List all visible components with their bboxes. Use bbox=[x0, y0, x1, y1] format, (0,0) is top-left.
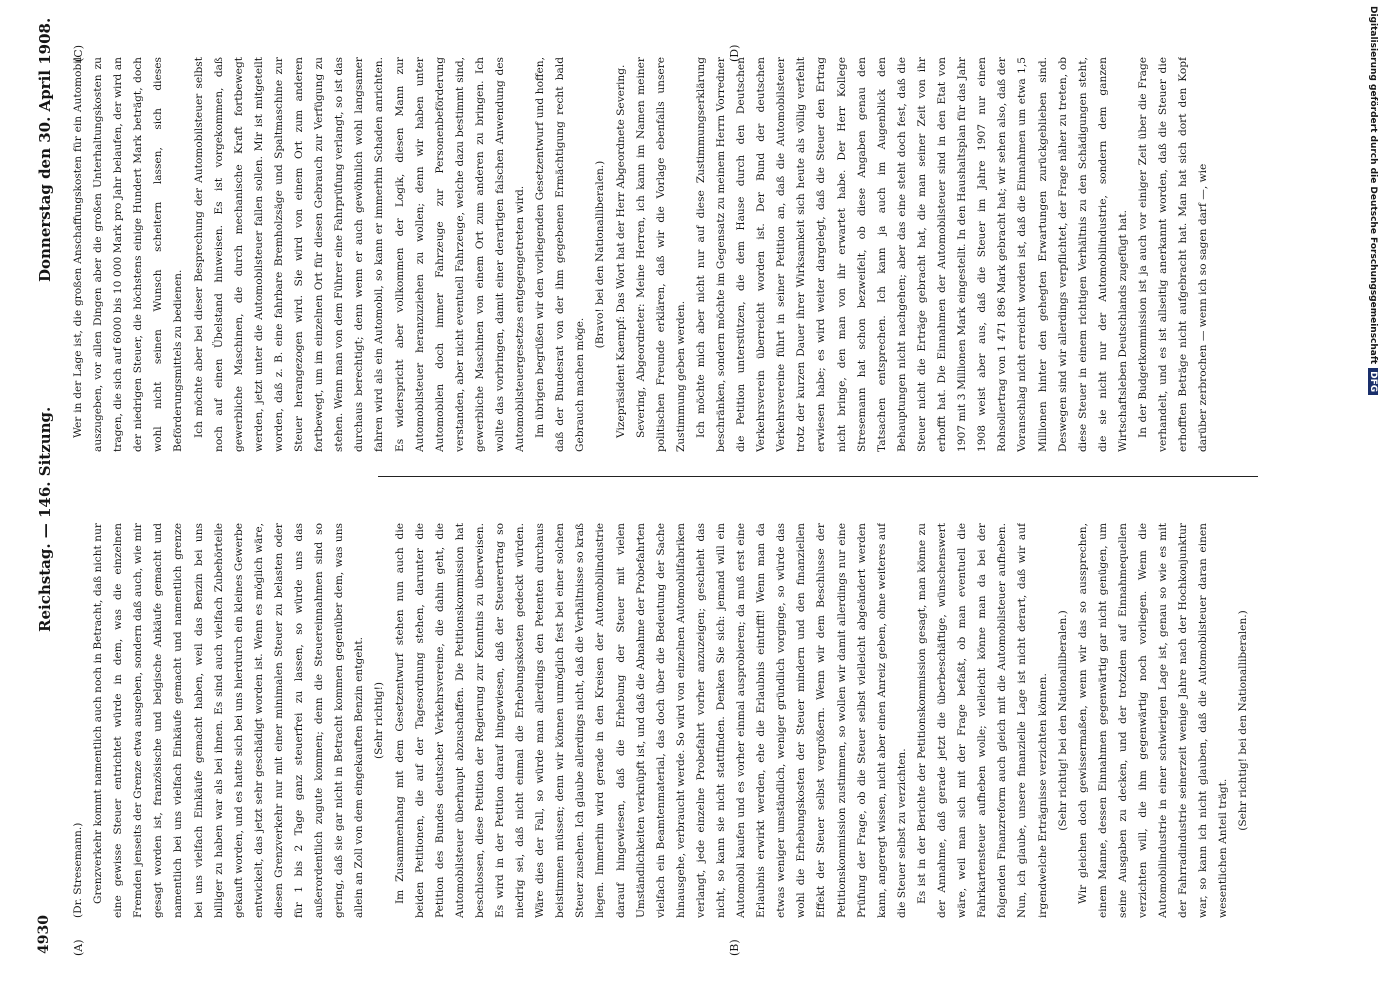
right-text-column bbox=[68, 57, 1308, 452]
margin-mark-d: (D) bbox=[728, 44, 741, 62]
margin-mark-a: (A) bbox=[72, 939, 85, 956]
page-number: 4930 bbox=[36, 915, 52, 954]
paragraph: Wer in der Lage ist, die großen Anschaffungskosten für ein Automobil auszugeben, vor allen Dingen aber die großen Unterhaltungskosten zu tragen, die sich auf 6000 bis 10 000 Mark pro Jahr belaufen, der wird an der niedrigen Steuer, die höchstens einige Hundert Mark beträgt, doch wohl nicht seinen Wunsch scheitern lassen, sich dieses Beförderungsmittels zu bedienen. bbox=[72, 57, 185, 452]
interjection: (Sehr richtig! bei den Nationalliberalen.) bbox=[1056, 610, 1069, 831]
paragraph: Grenzverkehr kommt namentlich auch noch in Betracht, daß nicht nur eine gewisse Steuer entrichtet würde in dem, was die einzelnen Fremden jenseits der Grenze etwa ausgeben, sondern daß auch, wie mir gesagt worden ist, französische und belgische Ankäufe gemacht und namentlich bei uns vielfach Einkäufe gemacht und namentlich grenze bei uns vielfach Einkäufe gemacht haben, weil das Benzin bei uns billiger zu haben war als bei ihnen. Es sind auch vielfach Zubehörteile gekauft worden, und es hatte sich bei uns hierdurch ein kleines Gewerbe entwickelt, das jetzt sehr geschädigt worden ist. Wenn es möglich wäre, diesen Grenzverkehr nur mit einer minimalen Steuer zu belasten oder für 1 bis 2 Tage ganz steuerfrei zu lassen, so würde uns das außerordentlich zugute kommen; denn die Steuereinnahmen sind so gering, daß sie gar nicht in Betracht kommen gegenüber dem, was uns allein an Zoll von dem eingekauften Benzin entgeht. bbox=[92, 523, 366, 918]
interjection: (Sehr richtig!) bbox=[373, 682, 386, 759]
paragraph: Severing, Abgeordneter: Meine Herren, ich kann im Namen meiner politischen Freunde erklären, daß wir die Vorlage ebenfalls unsere Zustimmung geben werden. bbox=[634, 57, 687, 452]
page-date: Donnerstag den 30. April 1908. bbox=[36, 17, 54, 282]
paragraph: (Dr. Stresemann.) bbox=[72, 822, 84, 918]
left-text-column bbox=[68, 523, 1308, 918]
interjection: (Bravo! bei den Nationalliberalen.) bbox=[594, 160, 607, 349]
margin-mark-b: (B) bbox=[728, 939, 741, 956]
paragraph: Es ist in der Berichte der Petitionskommission gesagt, man könne zu der Annahme, daß gerade jetzt die überbeschäftige, wünschenswert wäre, weil man sich mit der Frage befaßt, ob man eventuell die Fahrkartensteuer aufheben wolle; vielleicht könne man da bei der folgenden Finanzreform auch gleich mit die Automobilsteuer aufheben. Nun, ich glaube, unsere finanzielle Lage ist nicht derart, daß wir auf irgendwelche Erträgnisse verzichten können. bbox=[915, 523, 1049, 918]
paragraph: Wir gleichen doch gewissermaßen, wenn wir das so aussprechen, einem Manne, dessen Einnahmen gegenwärtig gar nicht genügen, um seine Ausgaben zu decken, und der trotzdem auf Einnahmequellen verzichten will, die ihm gegenwärtig noch vorliegen. Wenn die Automobilindustrie in einer schwierigen Lage ist, genau so wie es mit der Fahrradindustrie seinerzeit wenige Jahre nach der Hochkonjunktur war, so kann ich nicht glauben, daß die Automobilsteuer daran einen wesentlichen Anteil trägt. bbox=[1076, 523, 1230, 918]
digitization-credit bbox=[1368, 6, 1378, 606]
page-header bbox=[28, 17, 62, 962]
paragraph: Ich möchte aber bei dieser Besprechung der Automobilsteuer selbst noch auf einen Übelstand hinweisen. Es ist vorgekommen, daß gewerbliche Maschinen, die durch mechanische Kraft fortbewegt werden, jetzt unter die Automobilsteuer fallen sollen. Mir ist mitgeteilt worden, daß z. B. eine fahrbare Bremholzsäge und Spaltmaschine zur Steuer herangezogen wird. Sie wird von einem Ort zum anderen fortbewegt, um im einzelnen Ort für diesen Gebrauch zur Verfügung zu stehen. Wenn man von dem Führer eine Fahrprüfung verlangt, so ist das durchaus berechtigt; denn wenn er auch gewöhnlich wohl langsamer fahren wird als ein Automobil, so kann er immerhin Schaden anrichten. Es widerspricht aber vollkommen der Logik, diesen Mann zur Automobilsteuer heranzuziehen zu wollen; denn wir haben unter Automobilen doch immer Fahrzeuge zur Personenbeförderung verstanden, aber nicht eventuell Fahrzeuge, welche dazu bestimmt sind, gewerbliche Maschinen von einem Ort zum anderen zu bringen. Ich wollte das vorbringen, damit einer derartigen falschen Anwendung des Automobilsteuergesetzes entgegengetreten wird. bbox=[192, 57, 527, 452]
dfg-logo: DFG bbox=[1368, 368, 1378, 395]
credit-text: Digitalisierung gefördert durch die Deutsche Forschungsgemeinschaft bbox=[1368, 6, 1378, 365]
page-title: Reichstag. — 146. Sitzung. bbox=[36, 406, 54, 632]
paragraph: In der Budgetkommission ist ja auch vor einiger Zeit über die Frage verhandelt, und es ist allseitig anerkannt worden, daß die Steuer die erhofften Beträge nicht aufgebracht hat. Man hat sich dort den Kopf darüber zerbrochen — wenn ich so sagen darf —, wie bbox=[1136, 57, 1210, 452]
paragraph: Im Zusammenhang mit dem Gesetzentwurf stehen nun auch die beiden Petitionen, die auf der Tagesordnung stehen, darunter die Petition des Bundes deutscher Verkehrsvereine, die dahin geht, die Automobilsteuer überhaupt abzuschaffen. Die Petitionskommission hat beschlossen, diese Petition der Regierung zur Kenntnis zu überweisen. Es wird in der Petition darauf hingewiesen, daß der Steuerertrag so niedrig sei, daß nicht einmal die Erhebungskosten gedeckt würden. Wäre dies der Fall, so würde man allerdings den Petenten durchaus beistimmen müssen; denn wir können unmöglich fest bei einer solchen Steuer zusehen. Ich glaube allerdings nicht, daß die Verhältnisse so kraß liegen. Immerhin wird gerade in den Kreisen der Automobilindustrie darauf hingewiesen, daß die Erhebung der Steuer mit vielen Umständlichkeiten verknüpft ist, und daß die Abnahme der Probefahrten vielfach ein Beamtenmaterial, das doch über die Bedeutung der Sache hinausgehe, verbraucht werde. So wird von einzelnen Automobilfabriken verlangt, jede einzelne Probefahrt vorher anzuzeigen; geschieht das nicht, so kann sie nicht stattfinden. Denken Sie sich: jemand will ein Automobil kaufen und es vorher einmal ausprobieren; da muß erst eine Erlaubnis erwirkt werden, ehe die Erlaubnis eintrifft! Wenn man da etwas weniger umständlich, weniger gründlich vorginge, so würde das wohl die Erhebungskosten der Steuer mindern und den finanziellen Effekt der Steuer selbst vergrößern. Wenn wir dem Beschlusse der Petitionskommission zustimmen, so wollen wir damit allerdings nur eine Prüfung der Frage, ob die Steuer selbst vielleicht abgeändert werden kann, angeregt wissen, nicht aber einen Anreiz geben, ohne weiteres auf die Steuer selbst zu verzichten. bbox=[393, 523, 908, 918]
column-rule bbox=[378, 476, 1258, 477]
margin-mark-c: (C) bbox=[72, 45, 85, 62]
paragraph: Im übrigen begrüßen wir den vorliegenden Gesetzentwurf und hoffen, daß der Bundesrat von der ihm gegebenen Ermächtigung recht bald Gebrauch machen möge. bbox=[534, 57, 587, 452]
rotated-page-content bbox=[28, 17, 1318, 962]
paragraph: Vizepräsident Kaempf: Das Wort hat der Herr Abgeordnete Severing. bbox=[614, 64, 627, 438]
interjection: (Sehr richtig! bei den Nationalliberalen.) bbox=[1237, 610, 1250, 831]
paragraph: Ich möchte mich aber nicht nur auf diese Zustimmungserklärung beschränken, sondern möchte im Gegensatz zu meinem Herrn Vorredner die Petition unterstützen, die dem Hause durch den Deutschen Verkehrsverein überreicht worden ist. Der Bund der deutschen Verkehrsvereine führt in seiner Petition an, daß die Automobilsteuer trotz der kurzen Dauer ihrer Wirksamkeit sich heute als völlig verfehlt erwiesen habe; es wird weiter dargelegt, daß die Steuer den Ertrag nicht bringe, den man von ihr erwartet habe. Der Herr Kollege Stresemann hat schon bezweifelt, ob diese Angaben genau den Tatsachen entsprechen. Ich kann ja auch im Augenblick den Behauptungen nicht nachgehen; aber das eine steht doch fest, daß die Steuer nicht die Erträge gebracht hat, die man seiner Zeit von ihr erhofft hat. Die Einnahmen der Automobilsteuer sind in den Etat von 1907 mit 3 Millionen Mark eingestellt. In den Haushaltsplan für das Jahr 1908 weist aber aus, daß die Steuer im Jahre 1907 nur einen Rohsollertrag von 1 471 896 Mark gebracht hat; wir sehen also, daß der Voranschlag nicht erreicht worden ist, daß die Einnahmen um etwa 1,5 Millionen hinter den gehegten Erwartungen zurückgeblieben sind. Deswegen sind wir allerdings verpflichtet, der Frage näher zu treten, ob diese Steuer in einem richtigen Verhältnis zu den Schädigungen steht, die sie nicht nur der Automobilindustrie, sondern dem ganzen Wirtschaftsleben Deutschlands zugefügt hat. bbox=[694, 57, 1129, 452]
